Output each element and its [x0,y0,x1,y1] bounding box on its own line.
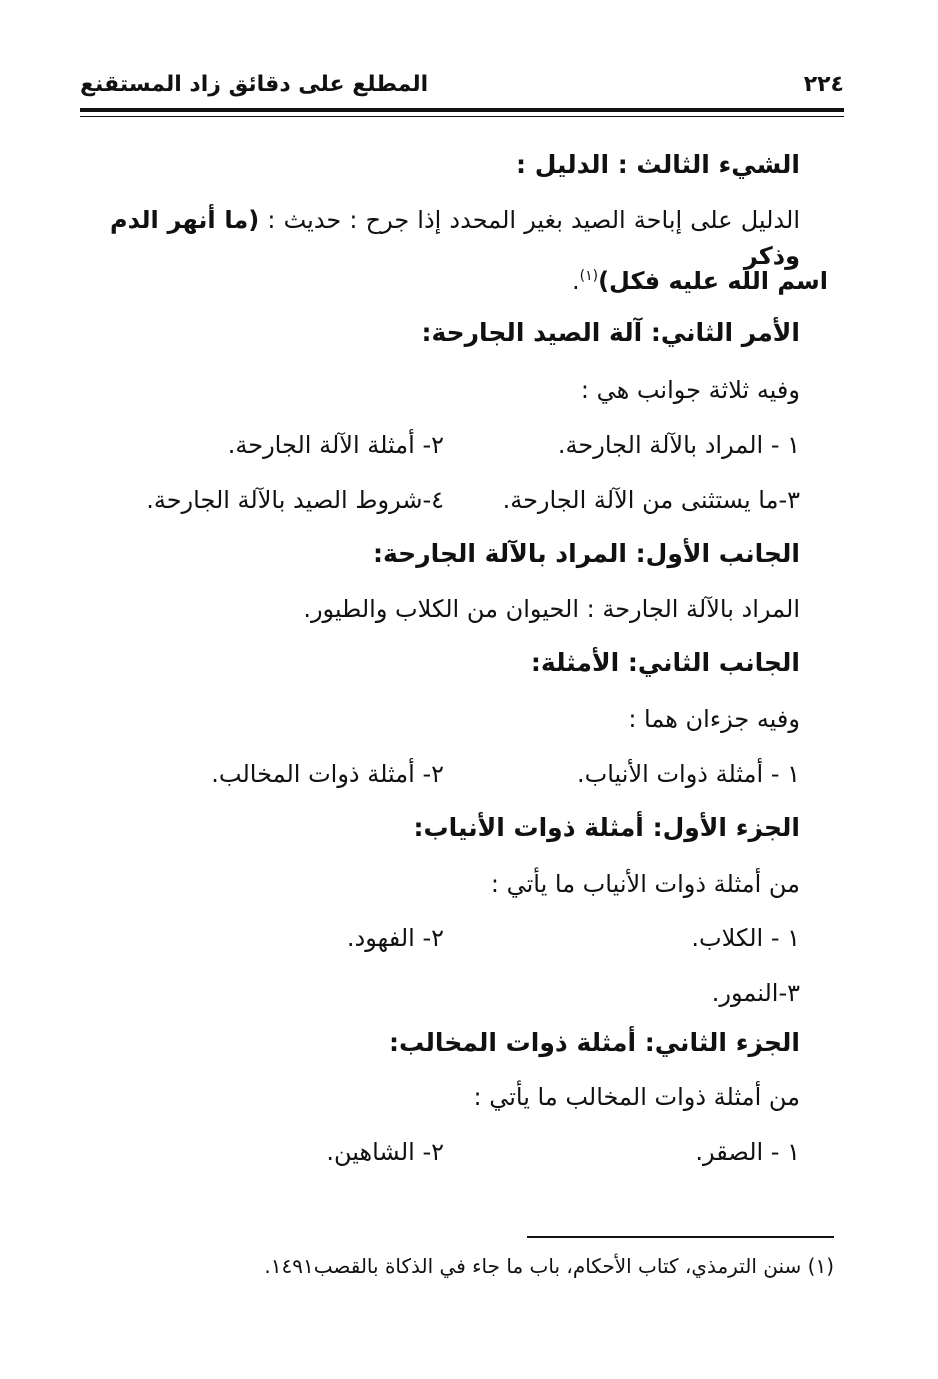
list-item: ٣-ما يستثنى من الآلة الجارحة. [502,486,800,514]
paragraph-fanged-examples: من أمثلة ذوات الأنياب ما يأتي : [490,870,800,898]
paragraph-two-parts: وفيه جزءان هما : [628,705,800,733]
list-item: ١ - المراد بالآلة الجارحة. [557,431,800,459]
page-number: ٢٢٤ [803,72,844,97]
paragraph-taloned-examples: من أمثلة ذوات المخالب ما يأتي : [473,1083,800,1111]
evidence-end: . [571,267,580,295]
hadith-quote-part1: (ما أنهر الدم وذكر [110,206,800,270]
hadith-quote-part2: اسم الله عليه فكل) [598,267,828,295]
header-rule-thin [80,116,844,117]
list-item: ٤-شروط الصيد بالآلة الجارحة. [146,486,444,514]
running-header [80,70,844,104]
list-item: ٢- الفهود. [346,924,444,952]
heading-second-aspect: الجانب الثاني: الأمثلة: [530,648,800,677]
paragraph-three-aspects: وفيه ثلاثة جوانب هي : [580,376,800,404]
list-item: ٢- أمثلة ذوات المخالب. [211,760,444,788]
list-item: ٢- أمثلة الآلة الجارحة. [227,431,444,459]
footnote-ref: (١) [579,268,599,284]
book-title: المطلع على دقائق زاد المستقنع [80,72,429,97]
list-item: ١ - أمثلة ذوات الأنياب. [577,760,800,788]
footnote-text: (١) سنن الترمذي، كتاب الأحكام، باب ما جاء في الذكاة بالقصب١٤٩١. [264,1254,834,1278]
list-item: ١ - الصقر. [695,1138,800,1166]
heading-third-thing: الشيء الثالث : الدليل : [516,150,800,179]
evidence-intro: الدليل على إباحة الصيد بغير المحدد إذا جرح : حديث : [259,206,800,234]
heading-first-aspect: الجانب الأول: المراد بالآلة الجارحة: [373,539,800,568]
heading-second-matter: الأمر الثاني: آلة الصيد الجارحة: [421,318,800,347]
heading-part-one: الجزء الأول: أمثلة ذوات الأنياب: [413,813,800,842]
paragraph-evidence-line2 [572,258,828,299]
list-item: ٢- الشاهين. [326,1138,444,1166]
heading-part-two: الجزء الثاني: أمثلة ذوات المخالب: [389,1028,800,1057]
header-rule-thick [80,108,844,112]
list-item: ٣-النمور. [711,979,800,1007]
footnote-separator [527,1236,834,1238]
paragraph-definition: المراد بالآلة الجارحة : الحيوان من الكلاب والطيور. [303,595,800,623]
list-item: ١ - الكلاب. [691,924,800,952]
